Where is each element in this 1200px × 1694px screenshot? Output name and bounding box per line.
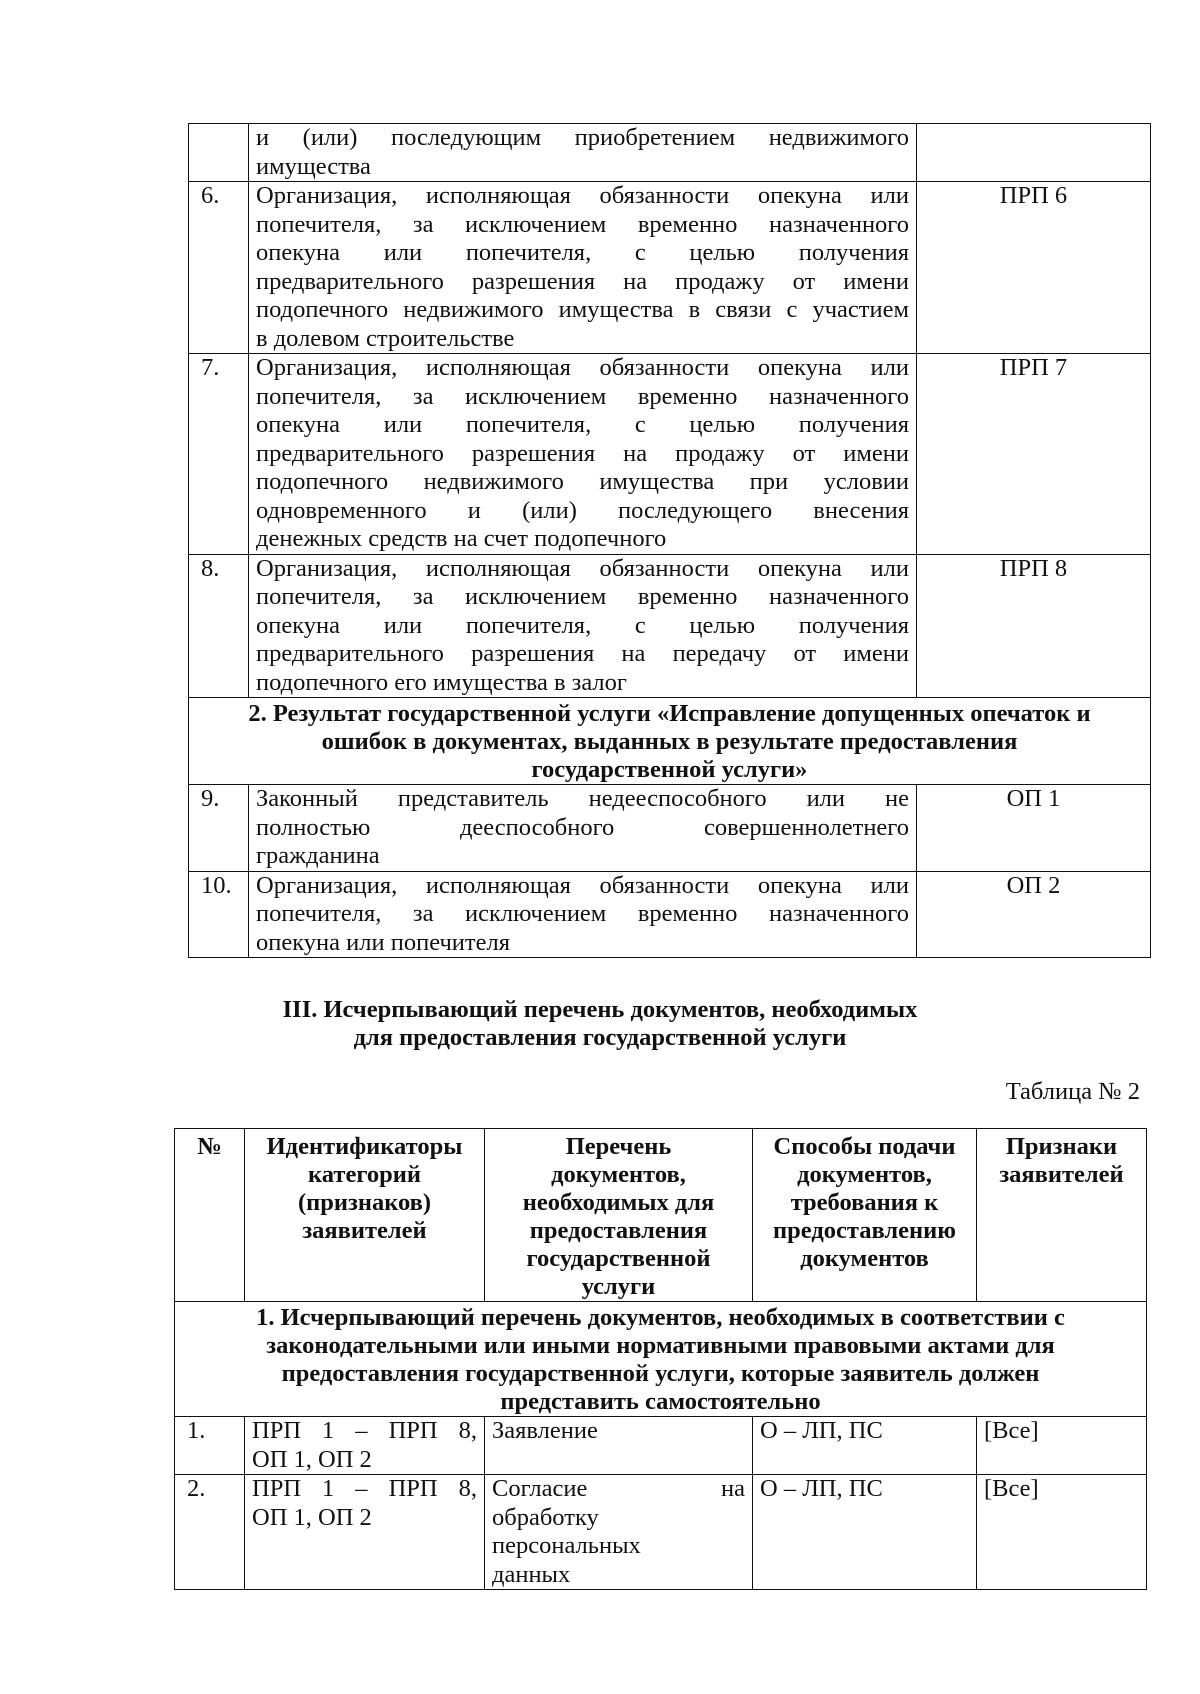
table-row (175, 1417, 1147, 1475)
section-row (175, 1302, 1147, 1417)
section-title-documents (175, 1302, 1147, 1417)
text-line: подопечного его имущества в залог (256, 668, 627, 696)
section-heading-line1: III. Исчерпывающий перечень документов, необходимых (282, 996, 918, 1023)
row-number: 1. (175, 1417, 245, 1475)
category-code: ПРП 8 (917, 554, 1151, 698)
text-line: и (или) последующим приобретением недвижимого (256, 124, 909, 151)
text-line: (признаков) (297, 1189, 432, 1216)
text-line: 1. Исчерпывающий перечень документов, необходимых в соответствии с (256, 1304, 1065, 1331)
category-code: ОП 2 (917, 871, 1151, 958)
text-line: законодательными или иными нормативными правовыми актами для (266, 1332, 1055, 1359)
text-line: предварительного разрешения на продажу от имени (256, 267, 909, 295)
text-line: опекуна или попечителя, с целью получения (256, 411, 909, 438)
method-cell: О – ЛП, ПС (753, 1475, 977, 1590)
text-line: Признаки (1005, 1133, 1118, 1160)
text-line: ошибок в документах, выданных в результате предоставления (321, 728, 1018, 755)
text-line: персональных (492, 1532, 641, 1559)
section-heading-line2: для предоставления государственной услуги (353, 1024, 847, 1051)
text-line: Организация, исполняющая обязанности опекуна или (256, 354, 909, 381)
header-methods (753, 1129, 977, 1302)
table-row (189, 124, 1151, 182)
text-line: одновременного и (или) последующего внесения (256, 496, 909, 524)
text-line: необходимых для (522, 1189, 715, 1216)
text-line: денежных средств на счет подопечного (256, 525, 667, 552)
text-line: ОП 1, ОП 2 (252, 1503, 372, 1531)
text-line: Законный представитель недееспособного или не (256, 785, 909, 812)
text-line: услуги (581, 1273, 656, 1300)
identifiers-cell (245, 1475, 485, 1590)
text-line: предоставлению (773, 1217, 956, 1244)
text-line: предварительного разрешения на продажу от имени (256, 439, 909, 467)
table-row (175, 1475, 1147, 1590)
text-line: опекуна или попечителя (256, 928, 510, 956)
section-title-result (189, 698, 1151, 785)
text-line: опекуна или попечителя, с целью получения (256, 239, 909, 266)
text-line: Способы подачи (773, 1133, 956, 1160)
table-row (189, 554, 1151, 698)
table-row (189, 354, 1151, 555)
text-line: предоставления государственной услуги, которые заявитель должен (281, 1360, 1040, 1387)
text-line: заявителей (302, 1217, 427, 1244)
text-line: ПРП 1 – ПРП 8, (252, 1417, 477, 1444)
table-row (189, 871, 1151, 958)
text-line: документов, (797, 1161, 932, 1188)
header-signs (977, 1129, 1147, 1302)
text-line: имущества (256, 152, 371, 180)
text-line: требования к (790, 1189, 939, 1216)
category-text (249, 785, 917, 872)
text-line: данных (492, 1560, 571, 1588)
row-number (189, 124, 249, 182)
header-identifiers (245, 1129, 485, 1302)
text-line: государственной услуги» (531, 756, 808, 783)
text-line: попечителя, за исключением временно назначенного (256, 900, 909, 927)
text-line: подопечного недвижимого имущества при условии (256, 468, 909, 495)
category-code (917, 124, 1151, 182)
text-line: документов (800, 1245, 929, 1272)
text-line: в долевом строительстве (256, 324, 515, 352)
table-number: Таблица № 2 (1005, 1078, 1140, 1105)
category-text (249, 554, 917, 698)
text-line: предоставления (529, 1217, 708, 1244)
applicant-categories-table (188, 123, 1151, 958)
header-number (175, 1129, 245, 1302)
text-line: 2. Результат государственной услуги «Исправление допущенных опечаток и (248, 700, 1091, 727)
text-line: категорий (308, 1161, 421, 1188)
text-line: документов, (551, 1161, 686, 1188)
category-code: ПРП 7 (917, 354, 1151, 555)
text-line: государственной (526, 1245, 711, 1272)
row-number: 8. (189, 554, 249, 698)
text-line: Согласие на (492, 1475, 745, 1502)
text-line: заявителей (999, 1161, 1124, 1188)
category-text (249, 871, 917, 958)
text-line: гражданина (256, 842, 380, 869)
text-line: Организация, исполняющая обязанности опекуна или (256, 871, 909, 899)
section-row (189, 698, 1151, 785)
method-cell: О – ЛП, ПС (753, 1417, 977, 1475)
category-code: ПРП 6 (917, 182, 1151, 354)
text-line: Идентификаторы (266, 1133, 463, 1160)
text-line: предварительного разрешения на передачу от имени (256, 640, 909, 667)
row-number: 7. (189, 354, 249, 555)
category-text (249, 124, 917, 182)
text-line: Заявление (492, 1417, 598, 1444)
text-line: попечителя, за исключением временно назначенного (256, 583, 909, 610)
sign-cell: [Все] (977, 1475, 1147, 1590)
text-line: Организация, исполняющая обязанности опекуна или (256, 182, 909, 209)
text-line: представить самостоятельно (500, 1388, 821, 1415)
category-code: ОП 1 (917, 785, 1151, 872)
text-line: попечителя, за исключением временно назначенного (256, 210, 909, 238)
document-cell (485, 1417, 753, 1475)
document-cell (485, 1475, 753, 1590)
text-line: попечителя, за исключением временно назначенного (256, 382, 909, 410)
text-line: № (197, 1133, 222, 1160)
documents-table (174, 1128, 1147, 1590)
text-line: опекуна или попечителя, с целью получения (256, 611, 909, 639)
sign-cell: [Все] (977, 1417, 1147, 1475)
text-line: обработку (492, 1503, 599, 1531)
text-line: Организация, исполняющая обязанности опекуна или (256, 554, 909, 582)
header-documents (485, 1129, 753, 1302)
text-line: ОП 1, ОП 2 (252, 1445, 372, 1473)
text-line: ПРП 1 – ПРП 8, (252, 1475, 477, 1502)
row-number: 2. (175, 1475, 245, 1590)
row-number: 6. (189, 182, 249, 354)
row-number: 9. (189, 785, 249, 872)
category-text (249, 182, 917, 354)
category-text (249, 354, 917, 555)
identifiers-cell (245, 1417, 485, 1475)
row-number: 10. (189, 871, 249, 958)
table-row (189, 785, 1151, 872)
text-line: Перечень (565, 1133, 672, 1160)
text-line: подопечного недвижимого имущества в связи с участием (256, 296, 909, 323)
header-row (175, 1129, 1147, 1302)
text-line: полностью дееспособного совершеннолетнего (256, 813, 909, 841)
table-row (189, 182, 1151, 354)
